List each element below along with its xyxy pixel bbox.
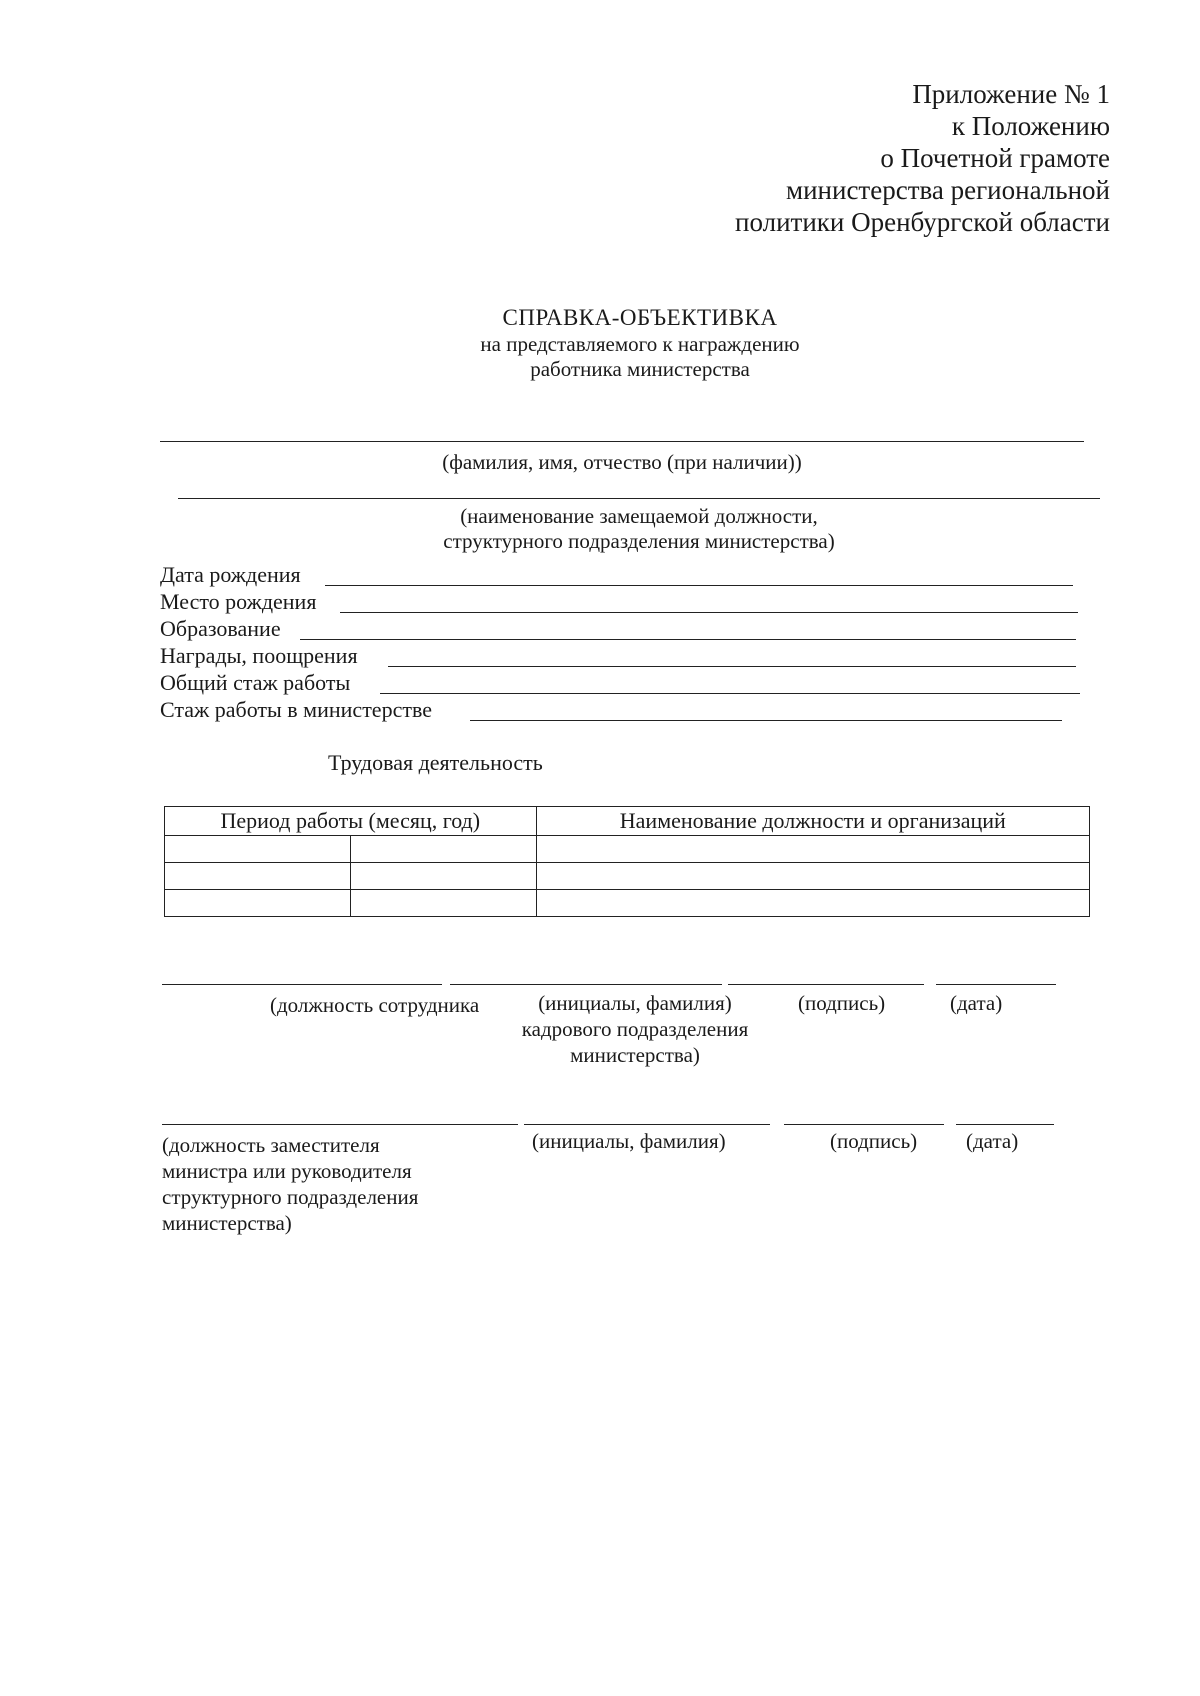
- hr-name-caption-line: министерства): [570, 1043, 700, 1067]
- deputy-position-caption-line: министра или руководителя: [162, 1159, 412, 1183]
- deputy-date-line[interactable]: [956, 1124, 1054, 1125]
- hr-position-caption: (должность сотрудника: [270, 993, 480, 1017]
- deputy-signature-line[interactable]: [784, 1124, 944, 1125]
- total-experience-field[interactable]: [380, 693, 1080, 694]
- birth-place-label: Место рождения: [160, 589, 317, 614]
- deputy-position-caption: [162, 1132, 502, 1236]
- birth-place-field[interactable]: [340, 612, 1078, 613]
- position-caption-line: структурного подразделения министерства): [443, 529, 835, 553]
- hr-name-caption: [490, 990, 780, 1068]
- deputy-position-caption-line: (должность заместителя: [162, 1133, 380, 1157]
- position-organization-cell[interactable]: [536, 836, 1089, 863]
- period-to-cell[interactable]: [350, 863, 536, 890]
- awards-label: Награды, поощрения: [160, 643, 358, 668]
- table-row: [165, 836, 1090, 863]
- deputy-name-line[interactable]: [524, 1124, 770, 1125]
- period-to-cell[interactable]: [350, 836, 536, 863]
- awards-field[interactable]: [388, 666, 1076, 667]
- period-from-cell[interactable]: [165, 836, 351, 863]
- deputy-name-caption: (инициалы, фамилия): [532, 1129, 726, 1153]
- document-subtitle: работника министерства: [530, 357, 750, 381]
- position-organization-cell[interactable]: [536, 890, 1089, 917]
- hr-name-line[interactable]: [450, 984, 722, 985]
- deputy-position-caption-line: министерства): [162, 1211, 292, 1235]
- appendix-line: к Положению: [951, 111, 1110, 141]
- document-title: СПРАВКА-ОБЪЕКТИВКА: [502, 305, 778, 330]
- deputy-position-line[interactable]: [162, 1124, 518, 1125]
- work-history-table: [164, 806, 1090, 917]
- appendix-line: политики Оренбургской области: [735, 207, 1110, 237]
- birth-date-label: Дата рождения: [160, 562, 301, 587]
- deputy-date-caption: (дата): [966, 1129, 1019, 1153]
- period-to-cell[interactable]: [350, 890, 536, 917]
- deputy-position-caption-line: структурного подразделения: [162, 1185, 419, 1209]
- full-name-line[interactable]: [160, 441, 1084, 442]
- appendix-line: Приложение № 1: [912, 79, 1110, 109]
- position-caption-line: (наименование замещаемой должности,: [460, 504, 818, 528]
- hr-position-line[interactable]: [162, 984, 442, 985]
- total-experience-label: Общий стаж работы: [160, 670, 351, 695]
- hr-name-caption-line: кадрового подразделения: [521, 1017, 749, 1041]
- appendix-header: [735, 78, 1110, 238]
- title-block: [0, 304, 1200, 382]
- hr-date-caption: (дата): [950, 991, 1003, 1015]
- deputy-signature-caption: (подпись): [830, 1129, 918, 1153]
- position-column-header: Наименование должности и организаций: [536, 807, 1089, 836]
- appendix-line: о Почетной грамоте: [880, 143, 1110, 173]
- work-history-heading: Трудовая деятельность: [328, 750, 543, 775]
- hr-name-caption-line: (инициалы, фамилия): [538, 991, 732, 1015]
- position-line[interactable]: [178, 498, 1100, 499]
- hr-signature-caption: (подпись): [798, 991, 886, 1015]
- document-subtitle: на представляемого к награждению: [480, 332, 800, 356]
- hr-signature-line[interactable]: [728, 984, 924, 985]
- hr-date-line[interactable]: [936, 984, 1056, 985]
- table-row: [165, 890, 1090, 917]
- full-name-caption: (фамилия, имя, отчество (при наличии)): [442, 450, 802, 474]
- birth-date-field[interactable]: [325, 585, 1073, 586]
- ministry-experience-label: Стаж работы в министерстве: [160, 697, 432, 722]
- education-field[interactable]: [300, 639, 1076, 640]
- table-header-row: [165, 807, 1090, 836]
- position-organization-cell[interactable]: [536, 863, 1089, 890]
- position-caption: [178, 504, 1100, 554]
- ministry-experience-field[interactable]: [470, 720, 1062, 721]
- appendix-line: министерства региональной: [786, 175, 1110, 205]
- period-from-cell[interactable]: [165, 863, 351, 890]
- period-from-cell[interactable]: [165, 890, 351, 917]
- table-row: [165, 863, 1090, 890]
- education-label: Образование: [160, 616, 281, 641]
- period-column-header: Период работы (месяц, год): [165, 807, 537, 836]
